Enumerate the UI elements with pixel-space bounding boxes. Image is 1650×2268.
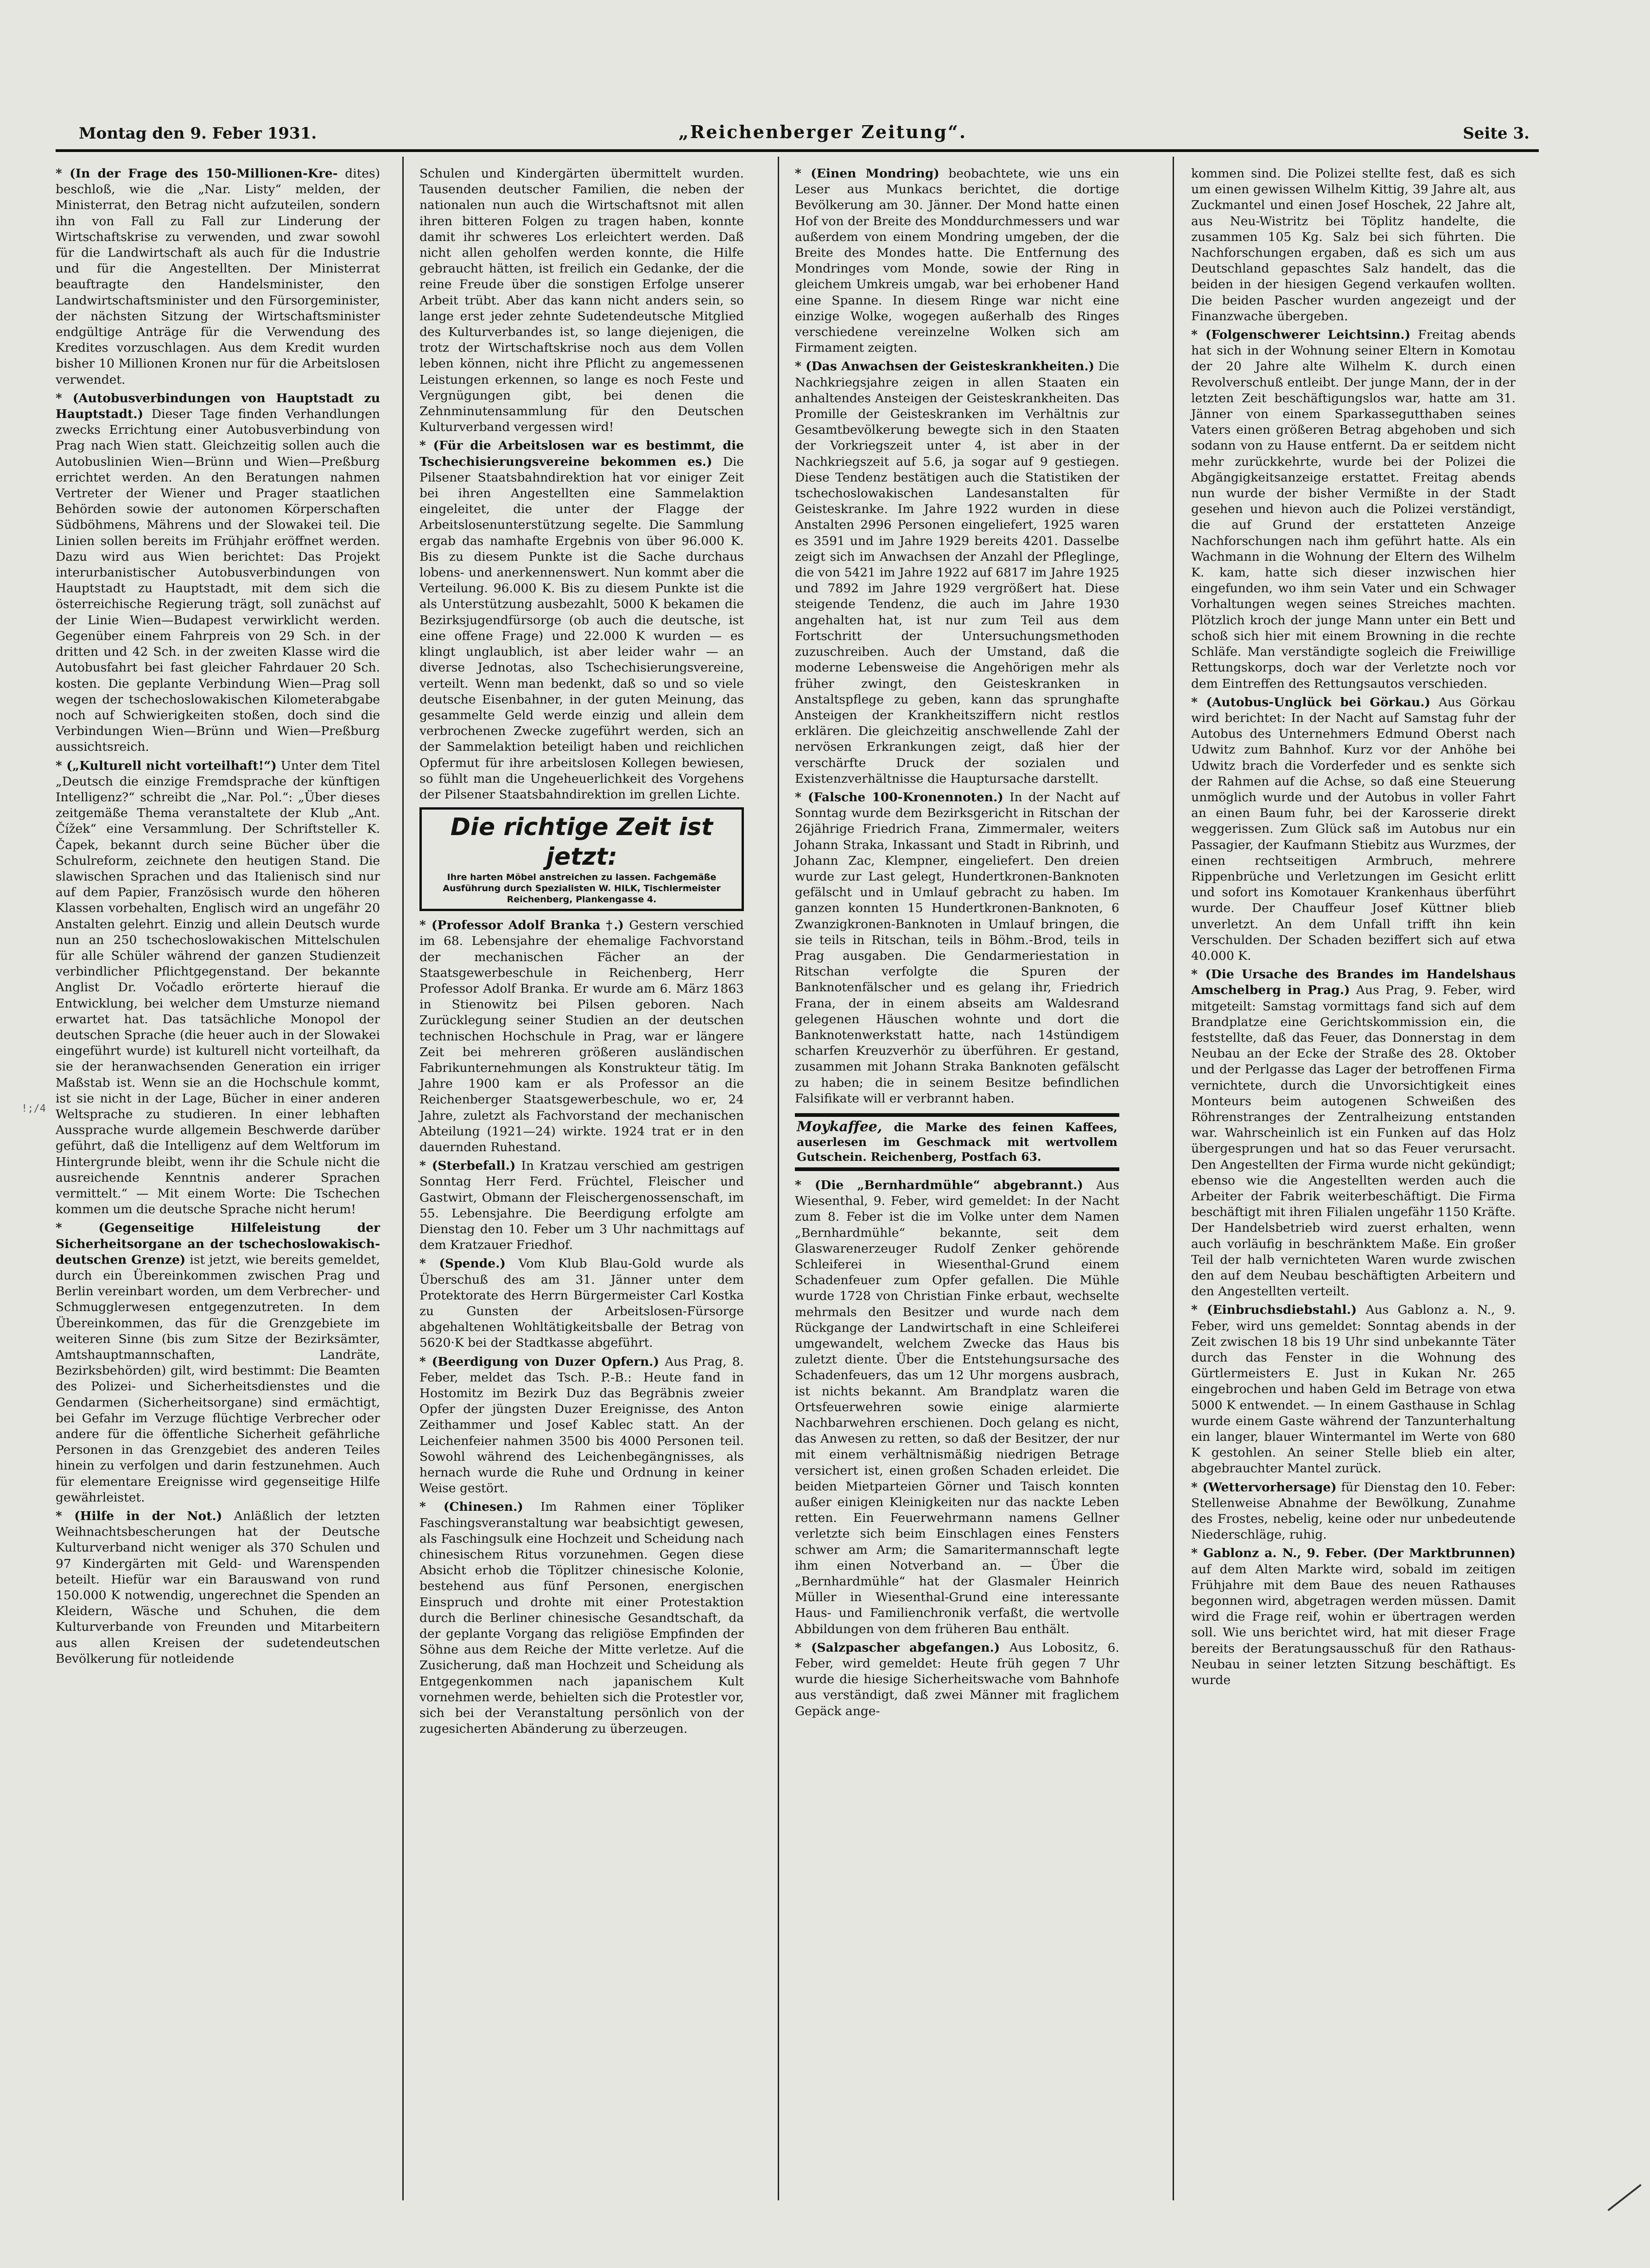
news-item-text: Unter dem Titel „Deutsch die einzige Fremdsprache der künftigen Intelligenz?“ schreibt die „Nar. Pol.“: „Über dieses zeitgemäße Thema veranstaltete der Klub „Ant. Čížek“ eine Versammlung. Der Schriftsteller K. Čapek, bekannt durch seine Bücher über die Schulreform, zeichnete den heutigen Stand. Die slawischen Sprachen und das Italienisch sind nur auf dem Papier, Französisch wurde den höheren Klassen vorbehalten, Englisch wird an ungefähr 20 Anstalten gelehrt. Einzig und allein Deutsch wurde nun an 250 tschechoslowakischen Mittelschulen für alle Schüler während der ganzen Studienzeit verbindlicher Pflichtgegenstand. Der bekannte Anglist Dr. Vočadlo erörterte hierauf die Entwicklung, bei welcher dem Umsturze niemand erwartet hat. Das tatsächliche Monopol der deutschen Sprache (die heuer auch in der Slowakei eingeführt wurde) ist kulturell nicht vorteilhaft, da sie der heranwachsenden Generation ein irriger Maßstab ist. Wenn sie an die Hochschule kommt, ist sie nicht in der Lage, Bücher in einer anderen Weltsprache zu studieren. In einer lebhaften Aussprache wurde allgemein Beschwerde darüber geführt, daß die Intelligenz auf dem Weltforum im Hintergrunde bleibt, wenn ihr die Schule nicht die ausreichende Kenntnis anderer Sprachen vermittelt.“ — Mit einem Worte: Die Tschechen kommen um die deutsche Sprache nicht herum!: [56, 758, 380, 1217]
news-item: [1191, 1302, 1516, 1476]
news-item: [795, 1178, 1119, 1637]
page-header: [56, 121, 1539, 149]
column-3: [795, 166, 1119, 1722]
news-item-headline: * (Die „Bernhardmühle“ abgebrannt.): [795, 1178, 1083, 1192]
ad-text: die Marke des feinen Kaffees, auserlesen im Geschmack mit wertvollem Gutschein. Reichenberg, Postfach 63.: [797, 1120, 1117, 1164]
news-item: [56, 1220, 380, 1506]
news-item-headline: * (Gegenseitige Hilfeleistung der Sicherheitsorgane an der tschechoslowakisch-deutschen Grenze): [56, 1221, 380, 1267]
news-item-text: auf dem Alten Markte wird, sobald im zeitigen Frühjahre mit dem Baue des neuen Rathauses begonnen wird, abgetragen werden müssen. Damit wird die Frage reif, wohin er übertragen werden soll. Wie uns berichtet wird, hat mit dieser Frage bereits der Beratungsausschuß für den Rathaus-Neubau in seiner letzten Sitzung beschäftigt. Es wurde: [1191, 1562, 1516, 1688]
column-divider: [778, 157, 779, 2200]
scan-scratch: [1607, 2184, 1641, 2211]
news-item-headline: * (Die Ursache des Brandes im Handelshaus Amschelberg in Prag.): [1191, 967, 1516, 998]
news-item: [795, 790, 1119, 1107]
news-item-text: Freitag abends hat sich in der Wohnung seiner Eltern in Komotau der 20 Jahre alte Wilhelm K. durch einen Revolverschuß entleibt. Der junge Mann, der in der letzten Zeit beschäftigungslos war, hatte am 31. Jänner von einem Sparkassegutthaben seines Vaters einen größeren Betrag abgehoben und sich sodann von zu Hause entfernt. Da er seitdem nicht mehr zurückkehrte, wurde bei der Polizei die Abgängigkeitsanzeige erstattet. Freitag abends nun wurde der bisher Vermißte in der Stadt gesehen und hievon auch die Polizei verständigt, die auf Grund der erstatteten Anzeige Nachforschungen nach ihm geführt hatte. Als ein Wachmann in die Wohnung der Eltern des Wilhelm K. kam, hatte sich dieser inzwischen hier eingefunden, wo ihm sein Vater und ein Schwager Vorhaltungen wegen seines Streiches machten. Plötzlich kroch der junge Mann unter ein Bett und schoß sich hier mit einem Browning in die rechte Schläfe. Man verständigte sogleich die Freiwillige Rettungskorps, doch war der Verletzte noch vor dem Eintreffen des Rettungsautos verschieden.: [1191, 328, 1516, 691]
news-item-headline: * (Salzpascher abgefangen.): [795, 1640, 1000, 1655]
column-divider: [1173, 157, 1174, 2200]
advertisement-coffee: [795, 1113, 1119, 1171]
news-item-headline: * (Einbruchsdiebstahl.): [1191, 1303, 1357, 1318]
news-item-text: beobachtete, wie uns ein Leser aus Munkacs berichtet, die dortige Bevölkerung am 30. Jänner. Der Mond hatte einen Hof von der Breite des Monddurchmessers und war außerdem von einem Mondring umgeben, der die Breite des Mondes hatte. Die Entfernung des Mondringes vom Monde, sowie der Ring in gleichem Umkreis umgab, war bei erhobener Hand eine Spanne. In diesem Ringe war nicht eine einzige Wolke, wogegen außerhalb des Ringes verschiedene vereinzelne Wolken sich am Firmament zeigten.: [795, 166, 1119, 355]
ad-line: Ausführung durch Spezialisten W. HILK, Tischlermeister: [443, 883, 721, 894]
news-item: [1191, 967, 1516, 1299]
news-item-headline: * (Autobusverbindungen von Hauptstadt zu Hauptstadt.): [56, 391, 380, 422]
news-item: [1191, 1480, 1516, 1543]
news-item: [419, 166, 744, 435]
news-item-headline: * („Kulturell nicht vorteilhaft!“): [56, 758, 277, 773]
news-item-text: Aus Görkau wird berichtet: In der Nacht auf Samstag fuhr der Autobus des Unternehmers Edmund Oberst nach Udwitz zum Bahnhof. Kurz vor der Anhöhe bei Udwitz brach die Vorderfeder und es senkte sich der Rahmen auf die Achse, so daß eine Steuerung unmöglich wurde und der Autobus in voller Fahrt an einen Baum fuhr, bei der Karosserie direkt weggerissen. Zum Glück saß im Autobus nur ein Passagier, der Kaufmann Stiebitz aus Wurzmes, der einen rechtseitigen Armbruch, mehrere Rippenbrüche und Verletzungen im Gesicht erlitt und sofort ins Komotauer Krankenhaus überführt wurde. Der Chauffeur Josef Küttner blieb unverletzt. An dem Unfall trifft ihn kein Verschulden. Der Schaden beziffert sich auf etwa 40.000 K.: [1191, 695, 1516, 963]
news-item-text: ist jetzt, wie bereits gemeldet, durch ein Übereinkommen zwischen Prag und Berlin vereinbart worden, um dem Verbrecher- und Schmugglerwesen entgegenzutreten. In dem Übereinkommen, das für die Grenzgebiete im weiteren Sinne (bis zum Sitze der Bezirksämter, Amtshauptmannschaften, Landräte, Bezirksbehörden) gilt, wird bestimmt: Die Beamten des Polizei- und Sicherheitsdienstes und die Gendarmen (Sicherheitsorgane) sind ermächtigt, bei Gefahr im Verzuge flüchtige Verbrecher oder andere für die öffentliche Sicherheit gefährliche Personen in das Grenzgebiet des anderen Teiles hinein zu verfolgen und darin festzunehmen. Auch für elementare Ereignisse wird gegenseitige Hilfe gewährleistet.: [56, 1252, 380, 1505]
news-item: [1191, 166, 1516, 324]
news-item-headline: * (In der Frage des 150-Millionen-Kre-: [56, 166, 338, 181]
header-rule: [56, 149, 1539, 152]
news-item: [795, 359, 1119, 786]
news-item-text: Aus Lobositz, 6. Feber, wird gemeldet: Heute früh gegen 7 Uhr wurde die hiesige Sicherheitswache vom Bahnhofe aus verständigt, daß zwei Männer mit fraglichem Gepäck ange-: [795, 1640, 1119, 1718]
news-item: [419, 1256, 744, 1351]
ad-line: Reichenberg, Plankengasse 4.: [507, 894, 657, 905]
news-item: [419, 438, 744, 803]
news-item-headline: * (Einen Mondring): [795, 166, 939, 181]
ad-headline: Die richtige Zeit ist jetzt:: [450, 813, 713, 871]
news-item-headline: * (Beerdigung von Duzer Opfern.): [419, 1354, 660, 1369]
news-item: [419, 1158, 744, 1253]
news-item: [795, 166, 1119, 356]
news-item: [419, 918, 744, 1155]
news-item-text: für Dienstag den 10. Feber: Stellenweise Abnahme der Bewölkung, Zunahme des Frostes, nebelig, keine oder nur unbedeutende Niederschläge, ruhig.: [1191, 1480, 1516, 1542]
news-item-headline: * Gablonz a. N., 9. Feber. (Der Marktbrunnen): [1191, 1546, 1516, 1561]
ad-brand: Moykaffee,: [797, 1118, 882, 1135]
news-item-text: Schulen und Kindergärten übermittelt wurden. Tausenden deutscher Familien, die neben der nationalen nun auch die Wirtschaftsnot mit allen ihren bitteren Folgen zu tragen haben, konnte damit ihr schweres Los erleichtert werden. Daß nicht allen geholfen werden konnte, die Hilfe gebraucht hätten, ist freilich ein Gedanke, der die reine Freude über die sonstigen Erfolge unserer Arbeit trübt. Aber das kann nicht anders sein, so lange erst jeder zehnte Sudetendeutsche Mitglied des Kulturverbandes ist, so lange diejenigen, die trotz der Wirtschaftskrise noch aus dem Vollen leben können, nicht ihre Pflicht zu angemessenen Leistungen erkennen, so lange es noch Feste und Vergnügungen gibt, bei denen die Zehnminutensammlung für den Deutschen Kulturverband vergessen wird!: [419, 166, 744, 435]
news-item-text: In Kratzau verschied am gestrigen Sonntag Herr Ferd. Früchtel, Fleischer und Gastwirt, Obmann der Fleischergenossenschaft, im 55. Lebensjahre. Die Beerdigung erfolgte am Dienstag den 10. Feber um 3 Uhr nachmittags auf dem Kratzauer Friedhof.: [419, 1159, 744, 1253]
column-4: [1191, 166, 1516, 1691]
news-item-text: kommen sind. Die Polizei stellte fest, daß es sich um einen gewissen Wilhelm Kittig, 39 Jahre alt, aus Zuckmantel und einen Josef Hoschek, 22 Jahre alt, aus Neu-Wistritz bei Töplitz handelte, die zusammen 105 Kg. Salz bei sich führten. Die Nachforschungen ergaben, daß es sich um aus Deutschland gepaschtes Salz handelt, das die beiden in der hiesigen Gegend verkaufen wollten. Die beiden Pascher wurden angezeigt und der Finanzwache übergeben.: [1191, 166, 1516, 323]
news-item: [56, 166, 380, 388]
news-item-headline: * (Folgenschwerer Leichtsinn.): [1191, 328, 1411, 342]
news-item-text: Gestern verschied im 68. Lebensjahre der ehemalige Fachvorstand der mechanischen Fächer an der Staatsgewerbeschule in Reichenberg, Herr Professor Adolf Branka. Er wurde am 6. März 1863 in Stienowitz bei Pilsen geboren. Nach Zurücklegung seiner Studien an der deutschen technischen Hochschule in Prag, war er längere Zeit bei mehreren größeren ausländischen Fabrikunternehmungen als Konstrukteur tätig. Im Jahre 1900 kam er als Professor an die Reichenberger Staatsgewerbeschule, wo er, 24 Jahre, zuletzt als Fachvorstand der mechanischen Abteilung (1921—24) wirkte. 1924 trat er in den dauernden Ruhestand.: [419, 918, 744, 1154]
news-item-text: Aus Wiesenthal, 9. Feber, wird gemeldet: In der Nacht zum 8. Feber ist die im Volke unter dem Namen „Bernhardmühle“ bekannte, seit dem Glaswarenerzeuger Rudolf Zenker gehörende Schleiferei in Wiesenthal-Grund einem Schadenfeuer zum Opfer gefallen. Die Mühle wurde 1728 von Christian Finke erbaut, wechselte mehrmals den Besitzer und wurde nach dem Rückgange der Landwirtschaft in eine Schleiferei umgewandelt, welchem Zwecke das Haus bis zuletzt diente. Über die Entstehungsursache des Schadenfeuers, das um 12 Uhr morgens ausbrach, ist nichts bekannt. Am Brandplatz waren die Ortsfeuerwehren sowie einige alarmierte Nachbarwehren erschienen. Doch gelang es nicht, das Anwesen zu retten, so daß der Besitzer, der nur mit einem verhältnismäßig niedrigen Betrage versichert ist, einen großen Schaden erleidet. Die beiden Mietparteien Görner und Taisch konnten außer einigen Kleinigkeiten nur das nackte Leben retten. Ein Feuerwehrmann namens Gellner verletzte sich beim Einschlagen eines Fensters schwer am Arm; die Samaritermannschaft legte ihm einen Notverband an. — Über die „Bernhardmühle“ hat der Glasmaler Heinrich Müller in Wiesenthal-Grund eine interessante Haus- und Familienchronik verfaßt, die wertvolle Abbildungen von dem früheren Bau enthält.: [795, 1178, 1119, 1636]
news-item: [56, 758, 380, 1218]
news-item-headline: * (Autobus-Unglück bei Görkau.): [1191, 695, 1431, 710]
margin-mark: !;/4: [21, 1103, 46, 1115]
news-item-text: dites) beschloß, wie die „Nar. Listy“ melden, der Ministerrat, den Betrag nicht aufzuteilen, sondern ihn von Fall zu Fall zur Linderung der Wirtschaftskrise zu verwenden, und zwar sowohl für die Landwirtschaft als auch für die Industrie und für die Angestellten. Der Ministerrat beauftragte den Handelsminister, den Landwirtschaftsminister und den Fürsorgeminister, der nächsten Sitzung der Wirtschaftsminister endgültige Anträge für die Verwendung des Kredites vorzuschlagen. Aus dem Kredit wurden bisher 10 Millionen Kronen nur für die Arbeitslosen verwendet.: [56, 166, 380, 387]
news-item-headline: * (Für die Arbeitslosen war es bestimmt, die Tschechisierungsvereine bekommen es.): [419, 438, 744, 469]
header-date: Montag den 9. Feber 1931.: [79, 124, 317, 143]
news-item-text: Dieser Tage finden Verhandlungen zwecks Errichtung einer Autobusverbindung von Prag nach Wien statt. Gleichzeitig sollen auch die Autobuslinien Wien—Brünn und Wien—Preßburg errichtet werden. An den Beratungen nahmen Vertreter der Wiener und Prager staatlichen Behörden sowie der autonomen Körperschaften Südböhmens, Mährens und der Slowakei teil. Die Linien sollen bereits im Frühjahr eröffnet werden. Dazu wird aus Wien berichtet: Das Projekt interurbanistischer Autobusverbindungen von Hauptstadt zu Hauptstadt, mit dem sich die österreichische Regierung trägt, soll zunächst auf der Linie Wien—Budapest verwirklicht werden. Gegenüber einem Fahrpreis von 29 Sch. in der dritten und 42 Sch. in der zweiten Klasse wird die Autobusfahrt bei fast gleicher Fahrdauer 20 Sch. kosten. Die geplante Verbindung Wien—Prag soll wegen der tschechoslowakischen Kilometerabgabe noch auf Schwierigkeiten stoßen, doch sind die Verbindungen Wien—Brünn und Wien—Preßburg aussichtsreich.: [56, 407, 380, 754]
advertisement-furniture: [419, 807, 744, 911]
news-item-text: Die Pilsener Staatsbahndirektion hat vor einiger Zeit bei ihren Angestellten eine Sammelaktion eingeleitet, die unter der Flagge der Arbeitslosenunterstützung segelte. Die Sammlung ergab das namhafte Ergebnis von über 96.000 K. Bis zu diesem Punkte ist die Sache durchaus lobens- und anerkennenswert. Nun kommt aber die Verteilung. 96.000 K. Bis zu diesem Punkte ist die als Unterstützung ausbezahlt, 5000 K bekamen die Bezirksjugendfürsorge (ob auch die deutsche, ist eine offene Frage) und 22.000 K wurden — es klingt unglaublich, ist aber leider wahr — an diverse Jednotas, also Tschechisierungsvereine, verteilt. Wenn man bedenkt, daß so und so viele deutsche Eisenbahner, in der guten Meinung, das gesammelte Geld werde einzig und allein dem verbrochenen Zwecke zugeführt werden, sich an der Sammelaktion beteiligt haben und reichlichen Opfermut für ihre arbeitslosen Kollegen bewiesen, so fühlt man die Ungeheuerlichkeit des Vorgehens der Pilsener Staatsbahndirektion im grellen Lichte.: [419, 454, 744, 802]
news-item-headline: * (Falsche 100-Kronennoten.): [795, 790, 1003, 805]
news-item-text: Die Nachkriegsjahre zeigen in allen Staaten ein anhaltendes Ansteigen der Geisteskrankheiten. Das Promille der Geisteskranken im Verhältnis zur Gesamtbevölkerung bewegte sich in den Staaten der Vorkriegszeit unter 4, ist aber in der Nachkriegszeit auf 5.6, ja sogar auf 9 gestiegen. Diese Tendenz bestätigen auch die Statistiken der tschechoslowakischen Landesanstalten für Geisteskranke. Im Jahre 1922 wurden in diese Anstalten 2996 Personen eingeliefert, 1925 waren es 3591 und im Jahre 1929 bereits 4201. Dasselbe zeigt sich im Anwachsen der Anzahl der Pfleglinge, die von 5421 im Jahre 1922 auf 6817 im Jahre 1925 und 7892 im Jahre 1929 vergrößert hat. Diese steigende Tendenz, die auch im Jahre 1930 angehalten hat, ist nur zum Teil aus dem Fortschritt der Untersuchungsmethoden zuzuschreiben. Auch der Umstand, daß die moderne Lebensweise die Angehörigen mehr als früher zwingt, den Geisteskranken in Anstaltspflege zu geben, kann das sprunghafte Ansteigen der Krankheitsziffern nicht restlos erklären. Die gleichzeitig anschwellende Zahl der nervösen Erkrankungen zeigt, daß hier der verschärfte Druck der sozialen und Existenzverhältnisse die Hauptursache darstellt.: [795, 359, 1119, 786]
newspaper-title: „Reichenberger Zeitung“.: [678, 121, 967, 142]
news-item: [1191, 327, 1516, 692]
news-item: [795, 1640, 1119, 1719]
news-item: [56, 391, 380, 755]
news-item-text: Vom Klub Blau-Gold wurde als Überschuß des am 31. Jänner unter dem Protektorate des Herrn Bürgermeister Carl Kostka zu Gunsten der Arbeitslosen-Fürsorge abgehaltenen Wohltätigkeitsballe der Betrag von 5620·K bei der Stadtkasse abgeführt.: [419, 1256, 744, 1350]
news-item-text: Aus Gablonz a. N., 9. Feber, wird uns gemeldet: Sonntag abends in der Zeit zwischen 18 bis 19 Uhr sind unbekannte Täter durch das Fenster in die Wohnung des Gürtlermeisters E. Just in Kukan Nr. 265 eingebrochen und haben Geld im Betrage von etwa 5000 K entwendet. — In einem Gasthause in Schlag wurde einem Gaste während der Tanzunterhaltung ein langer, blauer Wintermantel im Werte von 680 K gestohlen. An seiner Stelle blieb ein alter, abgebrauchter Mantel zurück.: [1191, 1303, 1516, 1476]
news-item-text: Aus Prag, 8. Feber, meldet das Tsch. P.-B.: Heute fand in Hostomitz im Bezirk Duz das Begräbnis zweier Opfer der jüngsten Duzer Ereignisse, des Anton Zeithammer und Josef Kablec statt. An der Leichenfeier nahmen 3500 bis 4000 Personen teil. Sowohl während des Leichenbegängnisses, als hernach wurde die Ruhe und Ordnung in keiner Weise gestört.: [419, 1354, 744, 1496]
column-1: [56, 166, 380, 1670]
news-item-headline: * (Spende.): [419, 1256, 506, 1271]
page-number: Seite 3.: [1463, 124, 1529, 143]
news-item: [419, 1499, 744, 1737]
news-item-headline: * (Hilfe in der Not.): [56, 1509, 222, 1524]
news-item: [56, 1508, 380, 1667]
news-item-text: Aus Prag, 9. Feber, wird mitgeteilt: Samstag vormittags fand sich auf dem Brandplatze eine Gerichtskommission ein, die feststellte, daß das Feuer, das Donnerstag in dem Neubau an der Ecke der Straße des 28. Oktober und der Perlgasse das Lager der betroffenen Firma vernichtete, durch die Unvorsichtigkeit eines Monteurs beim autogenen Schweißen des Röhrenstranges der Zentralheizung entstanden war. Wahrscheinlich ist ein Funken auf das Holz übergesprungen und hat so das Feuer verursacht. Den Angestellten der Firma wurde nicht gekündigt; ebenso wie die Angestellten werden auch die Arbeiter der Fabrik weiterbeschäftigt. Die Firma beschäftigt mit ihren Filialen ungefähr 1150 Kräfte. Der Handelsbetrieb wird zuerst erhalten, wenn auch vorläufig in beschränktem Maße. Ein großer Teil der halb vernichteten Waren wurde zwischen den auf dem Neubau beschäftigten Arbeitern und den Angestellten verteilt.: [1191, 983, 1516, 1299]
news-item-text: Anläßlich der letzten Weihnachtsbescherungen hat der Deutsche Kulturverband nicht weniger als 370 Schulen und 97 Kindergärten mit Geld- und Warenspenden beteilt. Hiefür war ein Barauswand von rund 150.000 K notwendig, ungerechnet die Spenden an Kleidern, Wäsche und Schuhen, die dem Kulturverbande von Freunden und Mitarbeitern aus allen Kreisen der sudetendeutschen Bevölkerung für notleidende: [56, 1509, 380, 1666]
news-item-headline: * (Wettervorhersage): [1191, 1480, 1337, 1495]
ad-line: Ihre harten Möbel anstreichen zu lassen. Fachgemäße: [447, 872, 717, 883]
news-item: [419, 1354, 744, 1497]
news-item-headline: * (Chinesen.): [419, 1500, 523, 1514]
news-item: [1191, 1546, 1516, 1688]
news-item-headline: * (Das Anwachsen der Geisteskrankheiten.): [795, 359, 1095, 374]
column-2: [419, 166, 744, 1740]
news-item-headline: * (Professor Adolf Branka †.): [419, 918, 624, 933]
column-divider: [402, 157, 404, 2200]
news-item-text: Im Rahmen einer Töpliker Faschingsveranstaltung war beabsichtigt gewesen, als Faschingsulk eine Hochzeit und Scheidung nach chinesischem Ritus vorzunehmen. Gegen diese Absicht erhob die Töplitzer chinesische Kolonie, bestehend aus fünf Personen, energischen Einspruch und drohte mit einer Protestaktion durch die Berliner chinesische Gesandtschaft, da der geplante Vorgang das religiöse Empfinden der Söhne aus dem Reiche der Mitte verletze. Auf die Zusicherung, daß man Hochzeit und Scheidung als Entgegenkommen nach japanischem Kult vornehmen werde, behielten sich die Protestler vor, sich bei der Veranstaltung persönlich von der zugesicherten Abänderung zu überzeugen.: [419, 1500, 744, 1736]
news-item: [1191, 695, 1516, 964]
news-item-headline: * (Sterbefall.): [419, 1159, 516, 1173]
news-item-text: In der Nacht auf Sonntag wurde dem Bezirksgericht in Ritschan der 26jährige Friedrich Frana, Zimmermaler, weiters Johann Straka, Inkassant und Stadt in Ribrinh, und Johann Zac, Klempner, eingeliefert. Den dreien wurde zur Last gelegt, Hundertkronen-Banknoten gefälscht und in Umlauf gebracht zu haben. Im ganzen konnten 15 Hundertkronen-Banknoten, 6 Zwanzigkronen-Banknoten in Umlauf bringen, die sie teils in Ritschan, teils in Böhm.-Brod, teils in Prag ausgaben. Die Gendarmeriestation in Ritschan verfolgte die Spuren der Banknotenfälscher und es gelang ihr, Friedrich Frana, der in einem abseits am Waldesrand gelegenen Häuschen wohnte und dort die Banknotenwerkstatt hatte, nach 14stündigem scharfen Kreuzverhör zu überführen. Er gestand, zusammen mit Johann Straka Banknoten gefälscht zu haben; die in seinem Besitze befindlichen Falsifikate will er verbrannt haben.: [795, 790, 1119, 1106]
